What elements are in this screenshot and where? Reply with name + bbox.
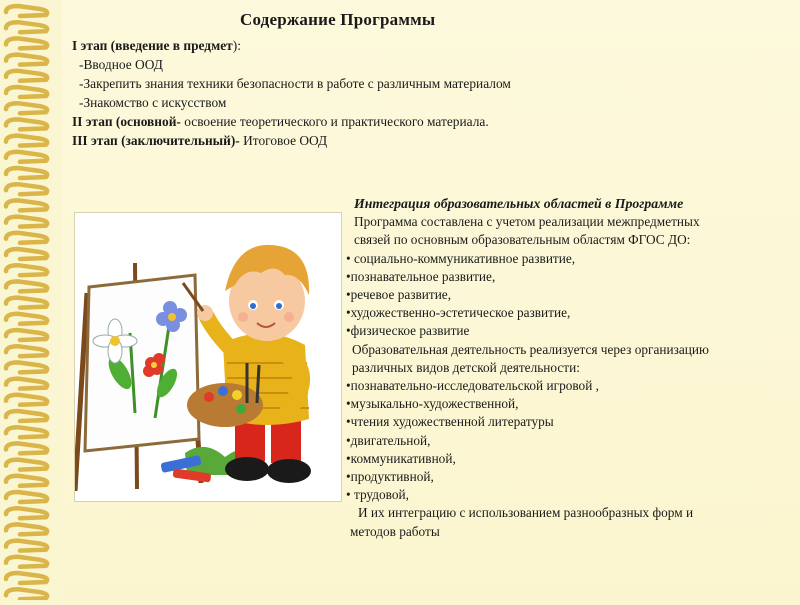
spiral-ring [6, 541, 47, 551]
activity-item: • трудовой, [346, 487, 409, 503]
educational-area-item: •физическое развитие [346, 323, 470, 339]
spiral-ring [6, 492, 47, 502]
boy-painting-illustration [74, 212, 342, 502]
spiral-ring [6, 379, 47, 389]
spiral-ring [6, 573, 47, 583]
notebook-spiral-binding [0, 0, 62, 600]
spiral-ring [6, 38, 47, 48]
spiral-rings [0, 0, 62, 600]
spiral-ring [6, 152, 47, 162]
spiral-ring [6, 136, 47, 146]
activity-item: •познавательно-исследовательской игровой , [346, 378, 599, 394]
stage-1-suffix: ): [232, 38, 241, 53]
spiral-ring [6, 508, 47, 518]
closing-text: методов работы [350, 523, 440, 539]
spiral-ring [6, 443, 47, 453]
educational-area-item: •речевое развитие, [346, 287, 452, 303]
stage-3-label: III этап (заключительный)- [72, 133, 240, 148]
activity-item: •коммуникативной, [346, 450, 456, 466]
integration-intro: Программа составлена с учетом реализации межпредметных [354, 214, 700, 230]
stage-3-text: Итоговое ООД [239, 133, 328, 148]
activity-item: •продуктивной, [346, 469, 434, 485]
activity-intro: различных видов детской деятельности: [352, 359, 580, 375]
activity-intro: Образовательная деятельность реализуется через организацию [352, 341, 709, 357]
activity-item: •чтения художественной литературы [346, 414, 554, 430]
spiral-ring [6, 249, 47, 259]
spiral-ring [6, 103, 47, 113]
spiral-ring [6, 6, 47, 16]
stage-1-label: I этап (введение в предмет [72, 38, 233, 53]
spiral-ring [6, 395, 47, 405]
stage-2-text: освоение теоретического и практического материала. [180, 114, 489, 129]
spiral-ring [6, 411, 47, 421]
spiral-ring [6, 427, 47, 437]
activity-item: •музыкально-художественной, [346, 396, 519, 412]
spiral-ring [6, 476, 47, 486]
integration-intro: связей по основным образовательным областям ФГОС ДО: [354, 232, 691, 248]
integration-heading: Интеграция образовательных областей в Программе [354, 196, 684, 211]
spiral-ring [6, 233, 47, 243]
stage-2-line [72, 112, 511, 131]
educational-area-item: • социально-коммуникативное развитие, [346, 250, 576, 266]
spiral-ring [6, 557, 47, 567]
spiral-ring [6, 184, 47, 194]
integration-section [346, 195, 791, 541]
spiral-ring [6, 346, 47, 356]
educational-area-item: •художественно-эстетическое развитие, [346, 305, 571, 321]
spiral-ring [6, 362, 47, 372]
illustration-drawing [75, 213, 341, 501]
spiral-ring [6, 200, 47, 210]
spiral-ring [6, 589, 47, 599]
spiral-ring [6, 87, 47, 97]
program-stages [72, 36, 511, 150]
spiral-ring [6, 71, 47, 81]
spiral-ring [6, 298, 47, 308]
stage-1-item: -Знакомство с искусством [79, 95, 227, 110]
spiral-ring [6, 168, 47, 178]
slide-title: Содержание Программы [240, 10, 436, 29]
spiral-ring [6, 265, 47, 275]
spiral-ring [6, 281, 47, 291]
spiral-ring [6, 460, 47, 470]
spiral-ring [6, 119, 47, 129]
spiral-ring [6, 314, 47, 324]
spiral-ring [6, 330, 47, 340]
spiral-ring [6, 524, 47, 534]
spiral-ring [6, 217, 47, 227]
spiral-ring [6, 55, 47, 65]
stage-1-item: -Закрепить знания техники безопасности в работе с различным материалом [79, 76, 511, 91]
stage-1-line [72, 36, 511, 55]
closing-text: И их интеграцию с использованием разнообразных форм и [358, 505, 694, 521]
stage-1-item: -Вводное ООД [79, 57, 163, 72]
stage-2-label: II этап (основной- [72, 114, 181, 129]
educational-area-item: •познавательное развитие, [346, 268, 496, 284]
stage-3-line [72, 131, 511, 150]
activity-item: •двигательной, [346, 432, 431, 448]
spiral-ring [6, 22, 47, 32]
